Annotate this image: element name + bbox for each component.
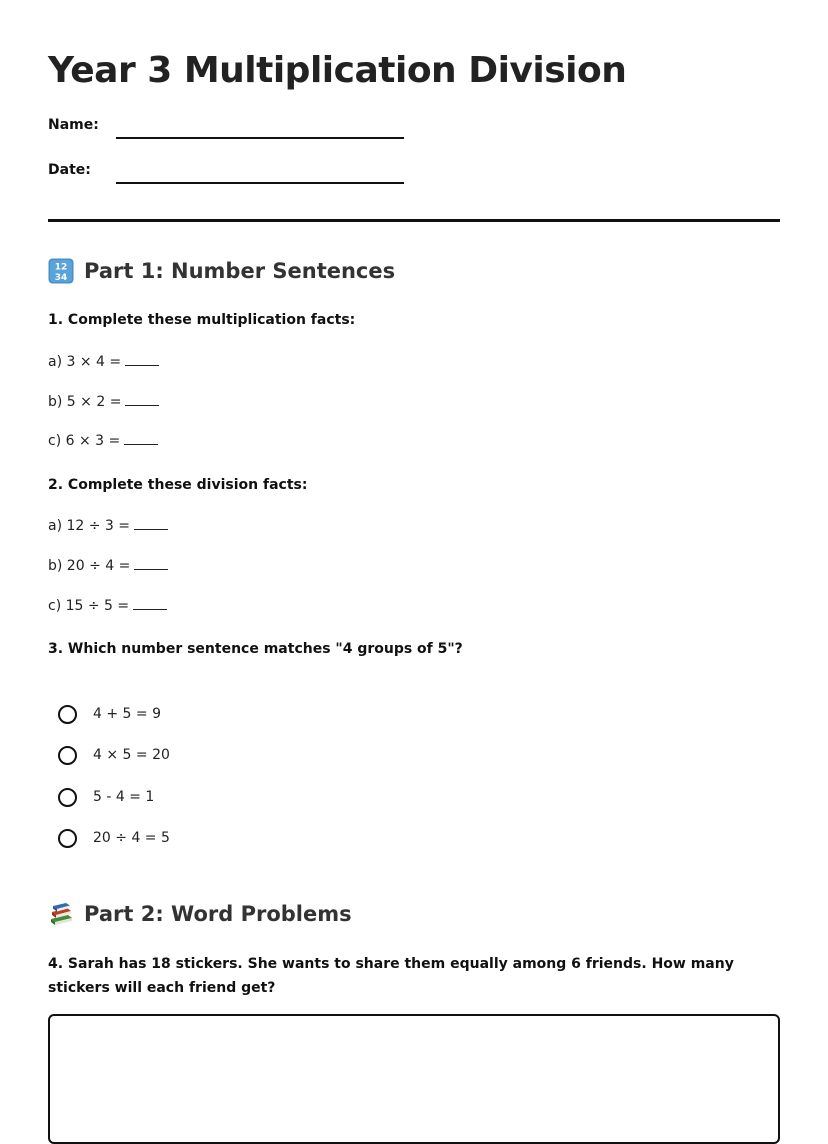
q1-item-a-blank[interactable] [125, 351, 159, 366]
q1-item-c-text: c) 6 × 3 = [48, 433, 121, 449]
name-line[interactable] [116, 137, 404, 139]
q1-item-b-blank[interactable] [125, 391, 159, 406]
svg-text:34: 34 [54, 273, 68, 283]
part1-heading [48, 257, 395, 285]
question-2: 2. Complete these division facts: [48, 477, 308, 493]
part2-heading-text: Part 2: Word Problems [84, 902, 352, 926]
part1-heading-text: Part 1: Number Sentences [84, 259, 396, 283]
q3-option-2-label: 4 × 5 = 20 [93, 747, 170, 763]
q1-item-a [48, 351, 159, 372]
q2-item-a-text: a) 12 ÷ 3 = [48, 518, 131, 534]
page-title: Year 3 Multiplication Division [48, 50, 627, 91]
radio-button[interactable] [58, 705, 77, 724]
q2-item-b-blank[interactable] [134, 555, 168, 570]
q2-item-b [48, 555, 168, 576]
q1-item-b-text: b) 5 × 2 = [48, 394, 122, 410]
radio-button[interactable] [58, 746, 77, 765]
q2-item-a-blank[interactable] [134, 515, 168, 530]
q2-item-c-text: c) 15 ÷ 5 = [48, 598, 130, 614]
q3-option-1[interactable] [58, 701, 161, 727]
q2-item-c [48, 595, 167, 616]
question-4: 4. Sarah has 18 stickers. She wants to share them equally among 6 friends. How many stickers will each friend get? [48, 956, 734, 996]
q4-answer-box[interactable] [48, 1014, 780, 1144]
q1-item-c [48, 430, 158, 451]
question-3: 3. Which number sentence matches "4 groups of 5"? [48, 641, 463, 657]
q2-item-b-text: b) 20 ÷ 4 = [48, 558, 131, 574]
part2-heading [48, 900, 352, 928]
date-line[interactable] [116, 182, 404, 184]
q1-item-a-text: a) 3 × 4 = [48, 354, 122, 370]
q3-option-3-label: 5 - 4 = 1 [93, 789, 155, 805]
q3-option-1-label: 4 + 5 = 9 [93, 706, 161, 722]
header-divider [48, 219, 780, 222]
q2-item-c-blank[interactable] [133, 595, 167, 610]
name-label: Name: [48, 117, 99, 133]
q2-item-a [48, 515, 168, 536]
name-field [48, 117, 408, 143]
radio-button[interactable] [58, 829, 77, 848]
q1-item-b [48, 391, 159, 412]
q1-item-c-blank[interactable] [124, 430, 158, 445]
date-label: Date: [48, 162, 91, 178]
books-icon [48, 901, 74, 927]
numbers-keycap-icon [48, 258, 74, 284]
question-1: 1. Complete these multiplication facts: [48, 312, 356, 328]
q3-option-4[interactable] [58, 825, 170, 851]
q3-option-4-label: 20 ÷ 4 = 5 [93, 830, 170, 846]
q3-option-3[interactable] [58, 784, 154, 810]
svg-text:12: 12 [54, 262, 68, 273]
radio-button[interactable] [58, 788, 77, 807]
q3-option-2[interactable] [58, 742, 170, 768]
date-field [48, 162, 408, 188]
